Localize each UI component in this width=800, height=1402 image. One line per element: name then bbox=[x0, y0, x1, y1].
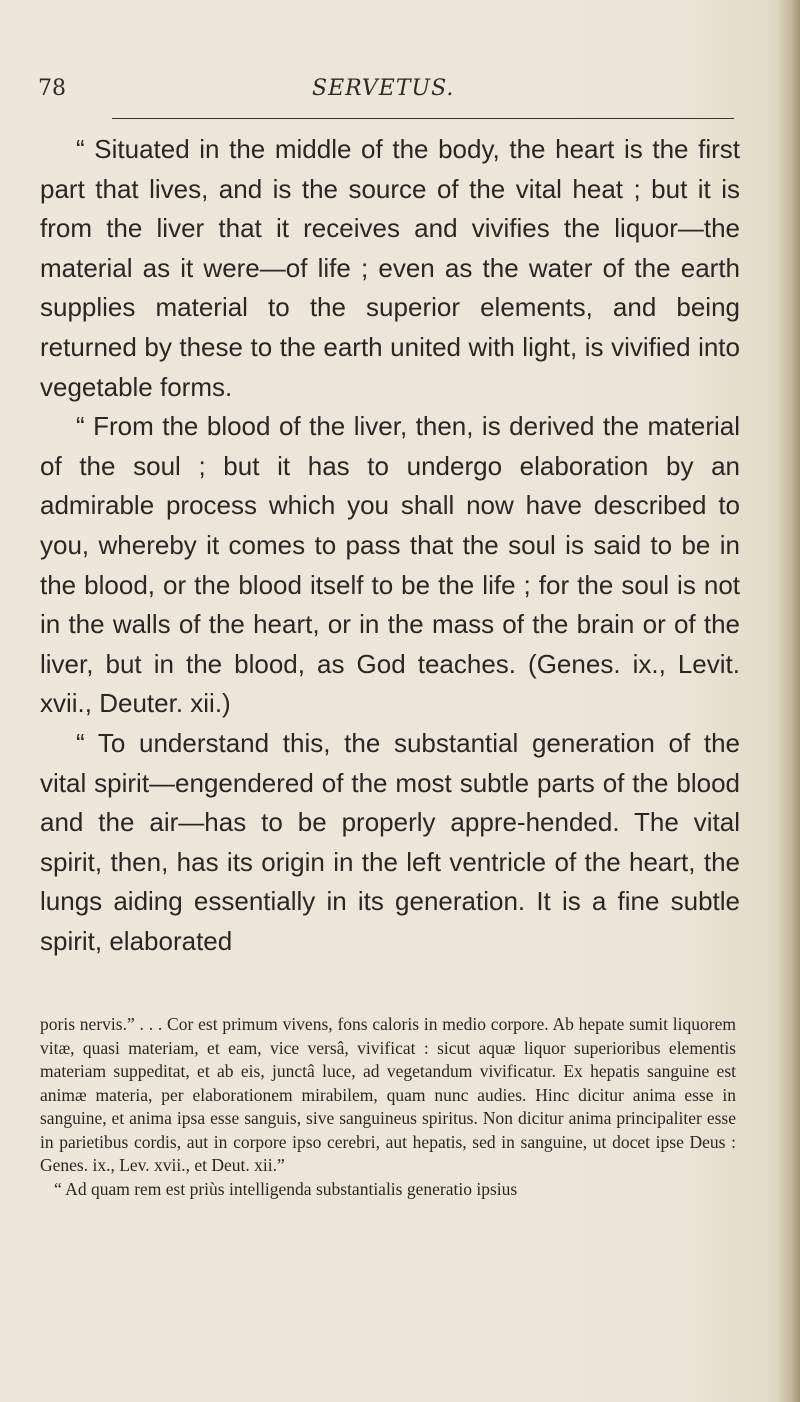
page-header bbox=[38, 76, 738, 106]
footnote-paragraph: poris nervis.” . . . Cor est primum vivens, fons caloris in medio corpore. Ab hepate sumit liquorem vitæ, quasi materiam, et eam, vice versâ, vivificat : sicut aquæ liquor superioribus elementis materiam suppeditat, et ab eis, junctâ luce, ad vegetandum vivificatur. Ex hepatis sanguine est animæ materia, per elaborationem mirabilem, quam nunc audies. Hinc dicitur anima esse in sanguine, et anima ipsa esse sanguis, sive sanguineus spiritus. Non dicitur anima principaliter esse in parietibus cordis, aut in corpore ipso cerebri, aut hepatis, sed in sanguine, ut docet ipse Deus : Genes. ix., Lev. xvii., et Deut. xii.” bbox=[40, 1014, 736, 1175]
paragraph: “ To understand this, the substantial generation of the vital spirit—engendered of the most subtle parts of the blood and the air—has to be properly appre-hended. The vital spirit, then, has its origin in the left ventricle of the heart, the lungs aiding essentially in its generation. It is a fine subtle spirit, elaborated bbox=[40, 727, 740, 956]
running-head: SERVETUS. bbox=[312, 76, 455, 101]
header-rule bbox=[112, 118, 734, 119]
paragraph: “ Situated in the middle of the body, the heart is the first part that lives, and is the source of the vital heat ; but it is from the liver that it receives and vivifies the liquor—the material as it were—of life ; even as the water of the earth supplies material to the superior elements, and being returned by these to the earth united with light, is vivified into vegetable forms. bbox=[40, 134, 740, 402]
footnote-paragraph: “ Ad quam rem est priùs intelligenda substantialis generatio ipsius bbox=[54, 1178, 518, 1199]
paragraph: “ From the blood of the liver, then, is derived the material of the soul ; but it has to undergo elaboration by an admirable process which you shall now have described to you, whereby it comes to pass that the soul is said to be in the blood, or the blood itself to be the life ; for the soul is not in the walls of the heart, or in the mass of the brain or of the liver, but in the blood, as God teaches. (Genes. ix., Levit. xvii., Deuter. xii.) bbox=[40, 411, 740, 719]
footnote bbox=[40, 1013, 736, 1201]
main-text bbox=[40, 130, 740, 961]
page-number: 78 bbox=[38, 76, 66, 101]
page-edge-shadow bbox=[778, 0, 800, 1402]
